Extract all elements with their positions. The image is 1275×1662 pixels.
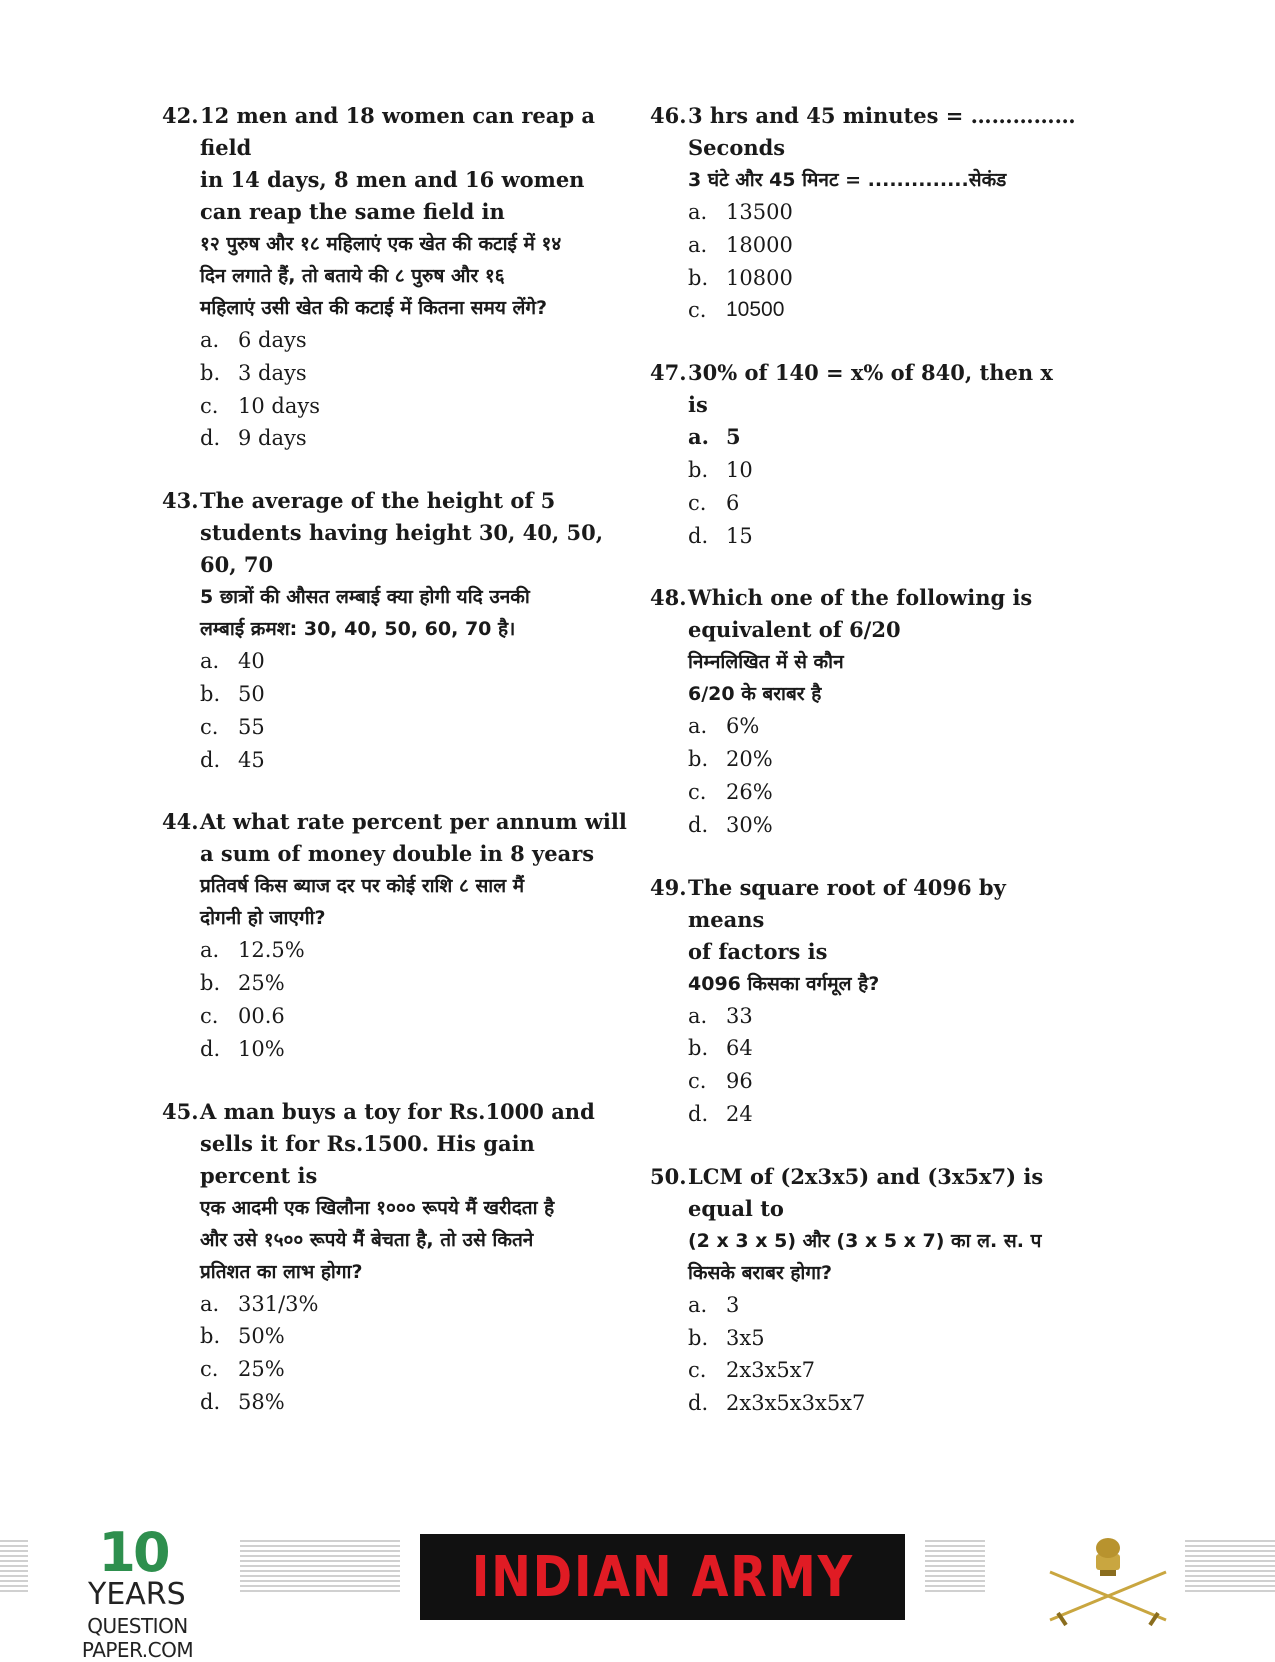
option-text: 40 (238, 649, 265, 674)
footer-lines-mid-left (240, 1540, 400, 1592)
question-47 (650, 357, 1080, 552)
question-number: 42. (162, 103, 199, 128)
question-number: 43. (162, 488, 199, 514)
option-letter: b. (688, 1325, 709, 1350)
question-header (162, 100, 632, 228)
question-line: percent is (200, 1162, 318, 1188)
question-line: sells it for Rs.1500. His gain (200, 1130, 535, 1156)
option (688, 421, 1080, 454)
option (200, 1386, 632, 1419)
option-text: 58% (238, 1389, 285, 1414)
option-letter: d. (200, 747, 221, 772)
question-number: 47. (650, 360, 687, 386)
question-hindi-line: 5 छात्रों की औसत लम्बाई क्या होगी यदि उनकी (200, 586, 530, 609)
option-text: 10 (726, 457, 753, 482)
option-text: 45 (238, 747, 265, 772)
option-text: 2x3x5x7 (726, 1358, 815, 1383)
option (688, 294, 1080, 327)
option (688, 1289, 1080, 1322)
question-hindi-line: और उसे १५०० रूपये मैं बेचता है, तो उसे कितने (200, 1228, 534, 1251)
options-list (650, 1000, 1080, 1131)
option-letter: d. (688, 812, 709, 837)
option (688, 710, 1080, 743)
question-46 (650, 100, 1080, 327)
footer-lines-left (0, 1540, 28, 1592)
question-text (688, 1161, 1080, 1225)
option-text: 30% (726, 812, 773, 837)
question-text (688, 100, 1080, 164)
question-hindi-line: १२ पुरुष और १८ महिलाएं एक खेत की कटाई में १४ (200, 233, 562, 255)
option-text: 50% (238, 1324, 285, 1349)
question-header (650, 582, 1080, 646)
option-text: 18000 (726, 232, 793, 257)
option-text: 25% (238, 971, 285, 996)
option (688, 809, 1080, 842)
option-text: 9 days (238, 426, 307, 451)
question-header (650, 100, 1080, 164)
footer-lines-right (1185, 1540, 1275, 1592)
option-letter: d. (200, 1389, 221, 1414)
question-header (650, 357, 1080, 421)
question-line: can reap the same field in (200, 199, 505, 224)
option (688, 1354, 1080, 1387)
option-letter: a. (688, 1292, 708, 1317)
footer-lines-mid-right (925, 1540, 985, 1592)
question-text (200, 806, 632, 870)
option (200, 1288, 632, 1321)
option (200, 1353, 632, 1386)
question-header (162, 485, 632, 581)
question-number: 45. (162, 1098, 199, 1124)
option (688, 776, 1080, 809)
option-letter: a. (688, 714, 708, 739)
option (688, 743, 1080, 776)
logo-site-name: QUESTION PAPER.COM (81, 1614, 194, 1662)
question-text (200, 100, 632, 228)
question-text (688, 357, 1080, 421)
option-text: 50 (238, 681, 265, 706)
option-letter: a. (688, 424, 709, 450)
question-line: 60, 70 (200, 552, 274, 578)
question-line: equivalent of 6/20 (688, 617, 901, 643)
question-line: a sum of money double in 8 years (200, 841, 595, 867)
option-text: 64 (726, 1036, 753, 1061)
question-line: students having height 30, 40, 50, (200, 520, 604, 546)
option (688, 454, 1080, 487)
question-hindi-line: प्रतिशत का लाभ होगा? (200, 1260, 363, 1283)
question-hindi-line: दोगनी हो जाएगी? (200, 907, 326, 930)
logo-years: YEARS (88, 1577, 186, 1612)
right-column (650, 100, 1080, 1450)
option-letter: b. (688, 1036, 709, 1061)
options-list (650, 421, 1080, 552)
option-text: 15 (726, 523, 753, 548)
question-line: 30% of 140 = x% of 840, then x is (688, 360, 1053, 418)
option (200, 1320, 632, 1353)
question-hindi-line: किसके बराबर होगा? (688, 1261, 832, 1284)
option-letter: a. (200, 649, 220, 674)
option-text: 2x3x5x3x5x7 (726, 1391, 866, 1416)
left-column (162, 100, 632, 1449)
option-text: 26% (726, 779, 773, 804)
banner-title: INDIAN ARMY (471, 1544, 854, 1610)
option (200, 422, 632, 455)
option-text: 10% (238, 1036, 285, 1061)
logo-number: 10 (98, 1521, 168, 1584)
option-text: 331/3% (238, 1291, 319, 1316)
question-hindi-line: 6/20 के बराबर है (688, 683, 822, 706)
option (200, 744, 632, 777)
question-49 (650, 872, 1080, 1131)
option-text: 3x5 (726, 1325, 765, 1350)
option-text: 10500 (726, 298, 785, 322)
option-text: 6 days (238, 328, 307, 352)
option-letter: c. (688, 1358, 707, 1383)
question-line: The square root of 4096 by means (688, 874, 1006, 932)
question-hindi-line: महिलाएं उसी खेत की कटाई में कितना समय लेंगे? (200, 297, 548, 319)
question-line: 12 men and 18 women can reap a field (200, 103, 595, 160)
option (688, 1000, 1080, 1033)
option-text: 25% (238, 1357, 285, 1382)
question-number: 44. (162, 809, 199, 835)
option (688, 520, 1080, 553)
question-number: 48. (650, 585, 687, 611)
option-letter: c. (688, 779, 707, 804)
question-44 (162, 806, 632, 1065)
option-text: 3 (726, 1292, 740, 1317)
option-letter: c. (200, 1003, 219, 1028)
option-text: 12.5% (238, 938, 305, 963)
question-header (650, 872, 1080, 968)
option-text: 10 days (238, 393, 321, 418)
question-number: 49. (650, 874, 687, 900)
question-line: in 14 days, 8 men and 16 women (200, 167, 585, 192)
option-letter: c. (688, 1069, 707, 1094)
option-text: 10800 (726, 265, 793, 290)
question-header (162, 1096, 632, 1192)
option-letter: c. (688, 298, 707, 323)
question-hindi-line: 4096 किसका वर्गमूल है? (688, 972, 880, 995)
option (688, 1032, 1080, 1065)
option-letter: b. (688, 457, 709, 482)
options-list (162, 934, 632, 1065)
option (688, 1065, 1080, 1098)
option-text: 00.6 (238, 1003, 285, 1028)
question-hindi-line: दिन लगाते हैं, तो बताये की ८ पुरुष और १६ (200, 265, 505, 287)
option-letter: b. (200, 681, 221, 706)
option (200, 678, 632, 711)
option (200, 711, 632, 744)
option-letter: b. (688, 747, 709, 772)
option-text: 6 (726, 490, 740, 515)
question-header (650, 1161, 1080, 1225)
footer (0, 1520, 1275, 1662)
question-line: Which one of the following is (688, 585, 1033, 611)
option-text: 3 days (238, 360, 307, 385)
option (688, 229, 1080, 262)
options-list (650, 1289, 1080, 1420)
question-line: LCM of (2x3x5) and (3x5x7) is (688, 1163, 1044, 1189)
option-letter: c. (200, 1357, 219, 1382)
option (200, 934, 632, 967)
option (200, 1000, 632, 1033)
option-text: 55 (238, 714, 265, 739)
option-text: 96 (726, 1069, 753, 1094)
army-emblem-icon (1038, 1530, 1178, 1630)
option-letter: a. (200, 1291, 220, 1316)
question-hindi-line: एक आदमी एक खिलौना १००० रूपये मैं खरीदता है (200, 1196, 555, 1219)
option (688, 487, 1080, 520)
option-text: 5 (726, 424, 741, 450)
option-letter: d. (688, 523, 709, 548)
question-line: 3 hrs and 45 minutes = …………… (688, 103, 1076, 128)
option-letter: b. (200, 971, 221, 996)
options-list (650, 710, 1080, 841)
question-42 (162, 100, 632, 455)
option (200, 1033, 632, 1066)
question-line: equal to (688, 1195, 784, 1221)
option-text: 24 (726, 1101, 753, 1126)
option (688, 1098, 1080, 1131)
option-text: 6% (726, 714, 760, 739)
question-number: 50. (650, 1163, 687, 1189)
option-letter: c. (688, 490, 707, 515)
question-hindi-line: प्रतिवर्ष किस ब्याज दर पर कोई राशि ८ साल मैं (200, 875, 525, 898)
option-letter: a. (688, 1003, 708, 1028)
option-letter: b. (200, 1324, 221, 1349)
options-list (162, 1288, 632, 1419)
options-list (162, 324, 632, 455)
question-text (688, 582, 1080, 646)
option-letter: b. (200, 360, 221, 385)
question-line: Seconds (688, 135, 786, 160)
question-hindi-line: निम्नलिखित में से कौन (688, 651, 844, 674)
option-letter: a. (200, 328, 220, 352)
question-line: of factors is (688, 938, 828, 964)
question-text (200, 1096, 632, 1192)
option (200, 390, 632, 423)
option (688, 1387, 1080, 1420)
option-letter: d. (200, 426, 221, 451)
option (200, 967, 632, 1000)
option-text: 33 (726, 1003, 753, 1028)
option-letter: c. (200, 393, 219, 418)
question-hindi-line: लम्बाई क्रमश: 30, 40, 50, 60, 70 है। (200, 618, 516, 641)
question-text (200, 485, 632, 581)
option (688, 1322, 1080, 1355)
option (200, 357, 632, 390)
options-list (650, 196, 1080, 327)
question-48 (650, 582, 1080, 841)
option-letter: b. (688, 265, 709, 290)
question-hindi-line: (2 x 3 x 5) और (3 x 5 x 7) का ल. स. प (688, 1229, 1042, 1252)
option-text: 13500 (726, 200, 793, 224)
question-number: 46. (650, 103, 687, 128)
option (688, 262, 1080, 295)
option-letter: d. (688, 1391, 709, 1416)
question-hindi-line: 3 घंटे और 45 मिनट = ..............सेकंड (688, 169, 1007, 191)
option-letter: d. (200, 1036, 221, 1061)
option-letter: c. (200, 714, 219, 739)
option-letter: a. (200, 938, 220, 963)
question-header (162, 806, 632, 870)
question-45 (162, 1096, 632, 1419)
question-line: The average of the height of 5 (200, 488, 556, 514)
option (200, 324, 632, 357)
option (200, 645, 632, 678)
question-text (688, 872, 1080, 968)
option-letter: a. (688, 232, 708, 257)
option-letter: d. (688, 1101, 709, 1126)
question-43 (162, 485, 632, 776)
question-line: A man buys a toy for Rs.1000 and (200, 1098, 595, 1124)
question-50 (650, 1161, 1080, 1420)
option-letter: a. (688, 200, 708, 224)
option (688, 196, 1080, 229)
option-text: 20% (726, 747, 773, 772)
indian-army-banner (420, 1534, 905, 1620)
options-list (162, 645, 632, 776)
question-line: At what rate percent per annum will (200, 809, 627, 835)
